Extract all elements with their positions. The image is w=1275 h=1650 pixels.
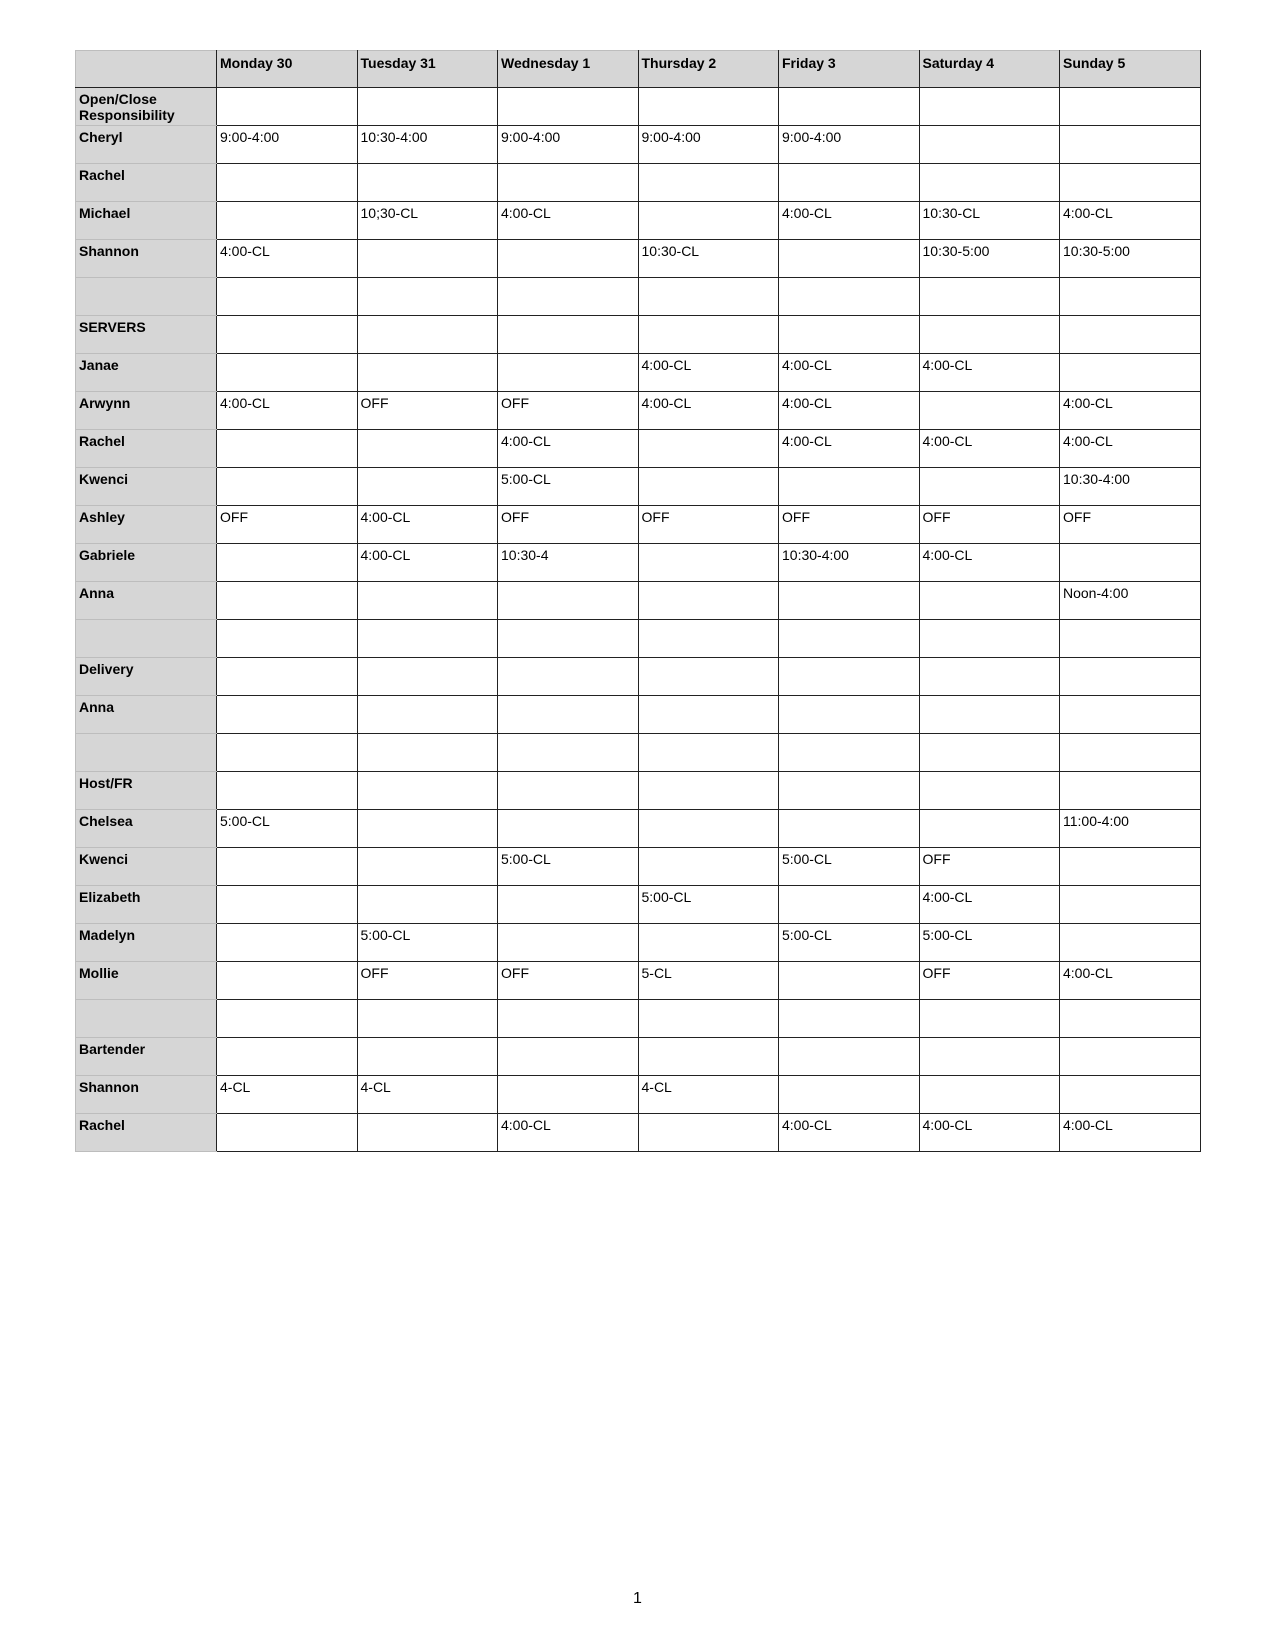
shift-cell: 10:30-4:00 xyxy=(779,544,920,582)
shift-cell xyxy=(498,658,639,696)
day-header: Tuesday 31 xyxy=(357,51,498,88)
row-label: Ashley xyxy=(76,506,217,544)
row-label: Elizabeth xyxy=(76,886,217,924)
shift-cell xyxy=(779,240,920,278)
shift-cell xyxy=(217,772,358,810)
shift-cell: 4:00-CL xyxy=(498,1114,639,1152)
shift-cell: 4:00-CL xyxy=(779,430,920,468)
shift-cell xyxy=(638,430,779,468)
shift-cell xyxy=(498,164,639,202)
shift-cell xyxy=(638,316,779,354)
shift-cell: 4:00-CL xyxy=(1060,1114,1201,1152)
shift-cell xyxy=(779,620,920,658)
shift-cell xyxy=(1060,772,1201,810)
table-row xyxy=(76,430,1201,468)
shift-cell xyxy=(1060,354,1201,392)
row-label xyxy=(76,1000,217,1038)
day-header: Thursday 2 xyxy=(638,51,779,88)
shift-cell xyxy=(638,164,779,202)
row-label xyxy=(76,278,217,316)
shift-cell: 5-CL xyxy=(638,962,779,1000)
shift-cell xyxy=(919,658,1060,696)
shift-cell xyxy=(779,88,920,126)
shift-cell: 4:00-CL xyxy=(779,1114,920,1152)
row-label: Arwynn xyxy=(76,392,217,430)
row-label: Rachel xyxy=(76,430,217,468)
shift-cell xyxy=(638,696,779,734)
shift-cell xyxy=(217,734,358,772)
table-row xyxy=(76,924,1201,962)
shift-cell xyxy=(217,88,358,126)
shift-cell xyxy=(919,126,1060,164)
shift-cell xyxy=(357,620,498,658)
shift-cell xyxy=(919,392,1060,430)
shift-cell xyxy=(217,1000,358,1038)
shift-cell: 4:00-CL xyxy=(1060,962,1201,1000)
row-label: Shannon xyxy=(76,240,217,278)
row-label: Anna xyxy=(76,582,217,620)
row-label: Host/FR xyxy=(76,772,217,810)
corner-cell xyxy=(76,51,217,88)
shift-cell xyxy=(779,316,920,354)
shift-cell xyxy=(779,1000,920,1038)
shift-cell: 5:00-CL xyxy=(498,468,639,506)
table-row xyxy=(76,468,1201,506)
shift-cell xyxy=(217,164,358,202)
shift-cell: 4:00-CL xyxy=(498,202,639,240)
shift-cell: 4:00-CL xyxy=(217,240,358,278)
shift-cell: 4:00-CL xyxy=(779,392,920,430)
shift-cell: 5:00-CL xyxy=(779,848,920,886)
shift-cell xyxy=(919,1000,1060,1038)
shift-cell: 10:30-4:00 xyxy=(357,126,498,164)
row-label: Kwenci xyxy=(76,468,217,506)
shift-cell xyxy=(779,468,920,506)
shift-cell xyxy=(1060,924,1201,962)
shift-cell xyxy=(498,240,639,278)
shift-cell: 4:00-CL xyxy=(1060,392,1201,430)
row-label xyxy=(76,734,217,772)
shift-cell: 5:00-CL xyxy=(217,810,358,848)
row-label: Delivery xyxy=(76,658,217,696)
shift-cell xyxy=(919,1038,1060,1076)
shift-cell xyxy=(498,620,639,658)
shift-cell: 4:00-CL xyxy=(1060,430,1201,468)
shift-cell xyxy=(638,1000,779,1038)
shift-cell xyxy=(1060,126,1201,164)
table-row xyxy=(76,164,1201,202)
row-label: Madelyn xyxy=(76,924,217,962)
shift-cell xyxy=(638,848,779,886)
shift-cell xyxy=(779,164,920,202)
shift-cell xyxy=(779,696,920,734)
shift-cell xyxy=(357,1038,498,1076)
shift-cell: 10:30-4:00 xyxy=(1060,468,1201,506)
shift-cell xyxy=(357,164,498,202)
shift-cell: OFF xyxy=(779,506,920,544)
shift-cell xyxy=(779,658,920,696)
shift-cell xyxy=(638,544,779,582)
shift-cell xyxy=(357,696,498,734)
shift-cell xyxy=(498,696,639,734)
shift-cell xyxy=(217,620,358,658)
shift-cell: 5:00-CL xyxy=(638,886,779,924)
shift-cell: 4:00-CL xyxy=(217,392,358,430)
shift-cell xyxy=(217,354,358,392)
table-row xyxy=(76,126,1201,164)
shift-cell xyxy=(919,620,1060,658)
shift-cell: 9:00-4:00 xyxy=(638,126,779,164)
shift-cell xyxy=(779,1076,920,1114)
row-label: Gabriele xyxy=(76,544,217,582)
shift-cell xyxy=(357,240,498,278)
shift-cell xyxy=(217,468,358,506)
shift-cell: 4:00-CL xyxy=(919,886,1060,924)
shift-cell: 4-CL xyxy=(357,1076,498,1114)
shift-cell: 4:00-CL xyxy=(357,506,498,544)
shift-cell xyxy=(357,772,498,810)
row-label: Anna xyxy=(76,696,217,734)
shift-cell xyxy=(498,886,639,924)
shift-cell xyxy=(638,1038,779,1076)
shift-cell xyxy=(1060,658,1201,696)
table-row xyxy=(76,316,1201,354)
shift-cell: OFF xyxy=(638,506,779,544)
shift-cell: 4:00-CL xyxy=(498,430,639,468)
shift-cell xyxy=(217,696,358,734)
header-row xyxy=(76,51,1201,88)
shift-cell: Noon-4:00 xyxy=(1060,582,1201,620)
shift-cell: 10:30-4 xyxy=(498,544,639,582)
row-label: Open/Close Responsibility xyxy=(76,88,217,126)
shift-cell: 11:00-4:00 xyxy=(1060,810,1201,848)
shift-cell: OFF xyxy=(919,962,1060,1000)
shift-cell xyxy=(638,772,779,810)
shift-cell xyxy=(638,1114,779,1152)
shift-cell xyxy=(217,582,358,620)
shift-cell xyxy=(217,886,358,924)
row-label: Rachel xyxy=(76,164,217,202)
shift-cell: 4-CL xyxy=(638,1076,779,1114)
shift-cell xyxy=(779,582,920,620)
shift-cell xyxy=(217,430,358,468)
shift-cell xyxy=(1060,1000,1201,1038)
shift-cell xyxy=(1060,88,1201,126)
row-label: Rachel xyxy=(76,1114,217,1152)
row-label: Janae xyxy=(76,354,217,392)
row-label: Kwenci xyxy=(76,848,217,886)
shift-cell: 5:00-CL xyxy=(357,924,498,962)
shift-cell xyxy=(779,886,920,924)
shift-cell xyxy=(919,734,1060,772)
shift-cell xyxy=(357,848,498,886)
row-label: Mollie xyxy=(76,962,217,1000)
shift-cell xyxy=(357,316,498,354)
shift-cell xyxy=(217,924,358,962)
shift-cell xyxy=(638,620,779,658)
shift-cell xyxy=(779,1038,920,1076)
shift-cell xyxy=(919,164,1060,202)
shift-cell: 4:00-CL xyxy=(779,354,920,392)
shift-cell: 9:00-4:00 xyxy=(498,126,639,164)
shift-cell: 10:30-5:00 xyxy=(1060,240,1201,278)
day-header: Sunday 5 xyxy=(1060,51,1201,88)
shift-cell xyxy=(638,582,779,620)
shift-cell xyxy=(779,734,920,772)
shift-cell xyxy=(357,810,498,848)
shift-cell: OFF xyxy=(498,962,639,1000)
shift-cell xyxy=(779,962,920,1000)
shift-cell: 4:00-CL xyxy=(919,544,1060,582)
shift-cell: 10;30-CL xyxy=(357,202,498,240)
table-row xyxy=(76,240,1201,278)
table-row xyxy=(76,1000,1201,1038)
shift-cell: 4:00-CL xyxy=(1060,202,1201,240)
shift-cell: OFF xyxy=(1060,506,1201,544)
shift-cell xyxy=(498,278,639,316)
shift-cell: 4:00-CL xyxy=(638,354,779,392)
day-header: Friday 3 xyxy=(779,51,920,88)
table-row xyxy=(76,658,1201,696)
shift-cell xyxy=(217,316,358,354)
shift-cell xyxy=(1060,620,1201,658)
shift-cell: 4:00-CL xyxy=(638,392,779,430)
shift-cell xyxy=(1060,278,1201,316)
shift-cell: OFF xyxy=(357,962,498,1000)
schedule-body xyxy=(76,88,1201,1152)
shift-cell xyxy=(217,202,358,240)
shift-cell xyxy=(638,734,779,772)
shift-cell xyxy=(498,924,639,962)
shift-cell xyxy=(357,430,498,468)
shift-cell xyxy=(919,582,1060,620)
day-header: Wednesday 1 xyxy=(498,51,639,88)
shift-cell: 4:00-CL xyxy=(919,354,1060,392)
shift-cell xyxy=(1060,886,1201,924)
shift-cell xyxy=(1060,848,1201,886)
table-row xyxy=(76,582,1201,620)
shift-cell xyxy=(919,468,1060,506)
shift-cell xyxy=(217,658,358,696)
row-label: Chelsea xyxy=(76,810,217,848)
shift-cell xyxy=(919,88,1060,126)
shift-cell xyxy=(357,354,498,392)
shift-cell: OFF xyxy=(498,392,639,430)
shift-cell: 9:00-4:00 xyxy=(779,126,920,164)
row-label: Michael xyxy=(76,202,217,240)
shift-cell xyxy=(498,582,639,620)
shift-cell xyxy=(357,468,498,506)
shift-cell xyxy=(919,278,1060,316)
shift-cell xyxy=(357,278,498,316)
table-row xyxy=(76,734,1201,772)
shift-cell: 4:00-CL xyxy=(357,544,498,582)
shift-cell: 9:00-4:00 xyxy=(217,126,358,164)
table-row xyxy=(76,1076,1201,1114)
shift-cell xyxy=(1060,1038,1201,1076)
shift-cell xyxy=(638,924,779,962)
shift-cell xyxy=(638,810,779,848)
shift-cell xyxy=(779,772,920,810)
shift-cell xyxy=(357,734,498,772)
shift-cell xyxy=(357,886,498,924)
row-label: Bartender xyxy=(76,1038,217,1076)
shift-cell xyxy=(779,278,920,316)
shift-cell xyxy=(919,696,1060,734)
table-row xyxy=(76,278,1201,316)
table-row xyxy=(76,506,1201,544)
shift-cell xyxy=(638,658,779,696)
table-row xyxy=(76,620,1201,658)
shift-cell: 10:30-5:00 xyxy=(919,240,1060,278)
shift-cell xyxy=(919,772,1060,810)
table-row xyxy=(76,962,1201,1000)
shift-cell: OFF xyxy=(919,848,1060,886)
table-row xyxy=(76,848,1201,886)
shift-cell xyxy=(1060,696,1201,734)
shift-cell: 5:00-CL xyxy=(779,924,920,962)
shift-cell xyxy=(1060,164,1201,202)
shift-cell xyxy=(498,1076,639,1114)
shift-cell xyxy=(498,1038,639,1076)
table-row xyxy=(76,1114,1201,1152)
table-row xyxy=(76,202,1201,240)
shift-cell xyxy=(919,316,1060,354)
shift-cell: 5:00-CL xyxy=(919,924,1060,962)
table-row xyxy=(76,544,1201,582)
shift-cell: 4:00-CL xyxy=(919,430,1060,468)
shift-cell xyxy=(498,88,639,126)
shift-cell xyxy=(919,810,1060,848)
shift-cell xyxy=(638,88,779,126)
shift-cell xyxy=(498,810,639,848)
shift-cell xyxy=(498,354,639,392)
table-row xyxy=(76,886,1201,924)
table-row xyxy=(76,810,1201,848)
shift-cell xyxy=(357,1000,498,1038)
shift-cell xyxy=(217,1114,358,1152)
shift-cell xyxy=(498,734,639,772)
shift-cell xyxy=(638,468,779,506)
shift-cell xyxy=(357,1114,498,1152)
shift-cell xyxy=(638,278,779,316)
shift-cell: OFF xyxy=(217,506,358,544)
shift-cell: 10:30-CL xyxy=(919,202,1060,240)
row-label: Cheryl xyxy=(76,126,217,164)
shift-cell xyxy=(1060,316,1201,354)
day-header: Monday 30 xyxy=(217,51,358,88)
shift-cell xyxy=(217,1038,358,1076)
shift-cell xyxy=(1060,1076,1201,1114)
shift-cell: 5:00-CL xyxy=(498,848,639,886)
shift-cell: 10:30-CL xyxy=(638,240,779,278)
shift-cell: 4:00-CL xyxy=(919,1114,1060,1152)
table-row xyxy=(76,392,1201,430)
shift-cell xyxy=(357,88,498,126)
table-row xyxy=(76,354,1201,392)
schedule-table xyxy=(75,50,1201,1152)
shift-cell xyxy=(217,962,358,1000)
shift-cell xyxy=(638,202,779,240)
shift-cell: 4:00-CL xyxy=(779,202,920,240)
shift-cell xyxy=(217,848,358,886)
table-row xyxy=(76,772,1201,810)
table-row xyxy=(76,88,1201,126)
shift-cell: OFF xyxy=(357,392,498,430)
table-row xyxy=(76,1038,1201,1076)
shift-cell xyxy=(498,316,639,354)
page-number: 1 xyxy=(633,1590,642,1607)
row-label: SERVERS xyxy=(76,316,217,354)
shift-cell: OFF xyxy=(498,506,639,544)
row-label: Shannon xyxy=(76,1076,217,1114)
shift-cell xyxy=(217,544,358,582)
shift-cell xyxy=(1060,734,1201,772)
shift-cell: OFF xyxy=(919,506,1060,544)
shift-cell xyxy=(498,1000,639,1038)
shift-cell: 4-CL xyxy=(217,1076,358,1114)
shift-cell xyxy=(919,1076,1060,1114)
shift-cell xyxy=(498,772,639,810)
shift-cell xyxy=(357,658,498,696)
shift-cell xyxy=(357,582,498,620)
table-row xyxy=(76,696,1201,734)
shift-cell xyxy=(779,810,920,848)
day-header: Saturday 4 xyxy=(919,51,1060,88)
shift-cell xyxy=(1060,544,1201,582)
row-label xyxy=(76,620,217,658)
shift-cell xyxy=(217,278,358,316)
